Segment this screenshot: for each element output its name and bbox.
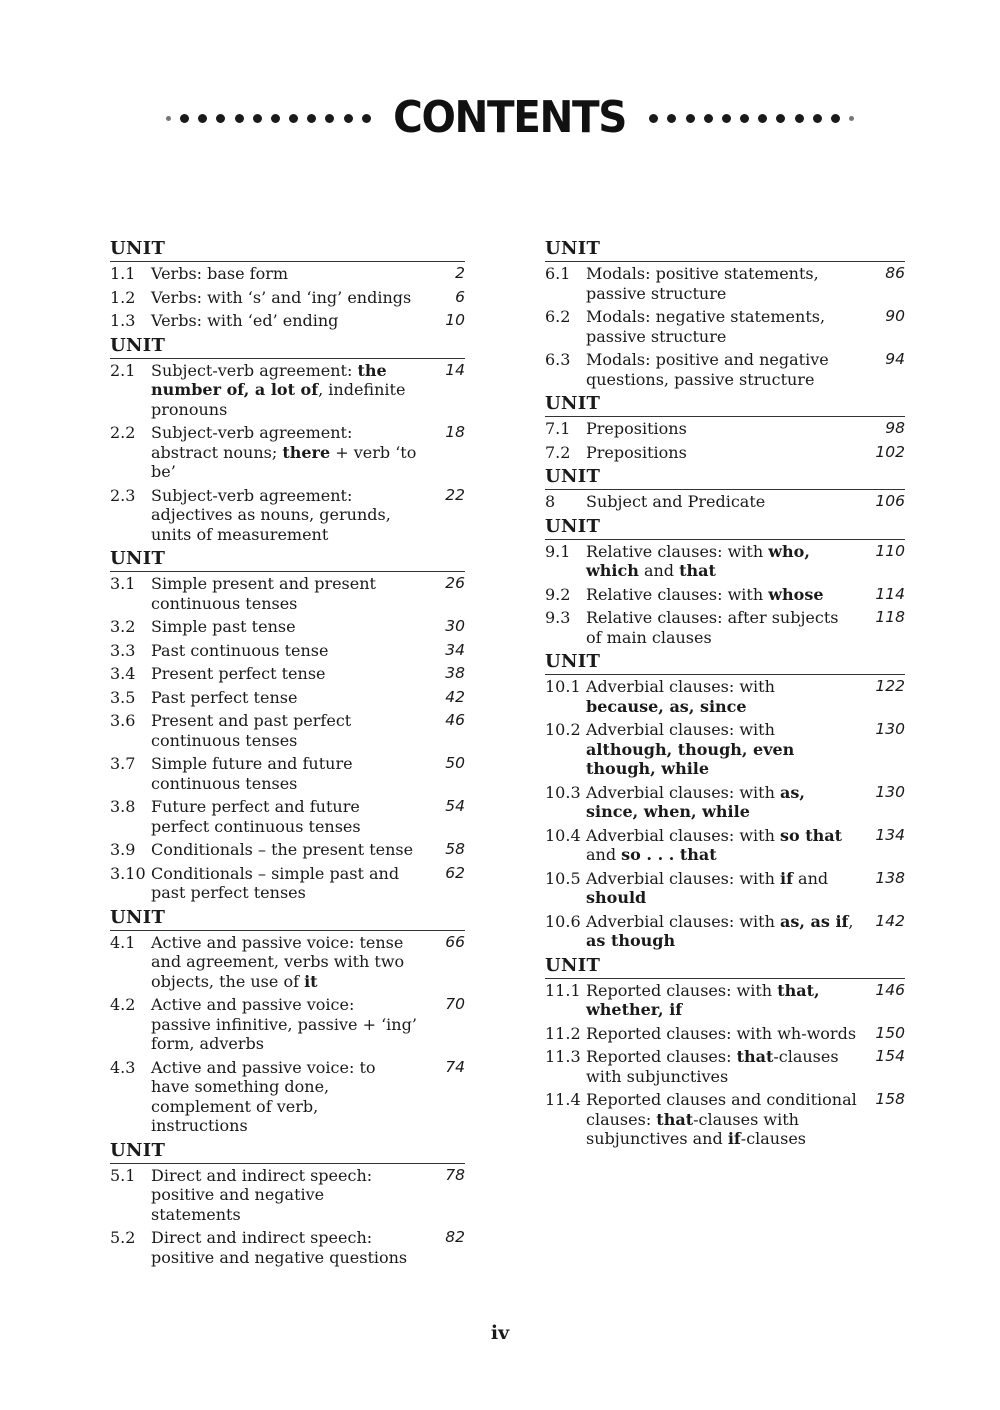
page-number-ref: 150: [875, 1023, 905, 1042]
page-number-ref: 2: [455, 264, 465, 282]
title-text: Adverbial clauses: with: [586, 825, 780, 845]
page-number-ref: 110: [875, 541, 905, 560]
toc-entry: [110, 361, 465, 420]
title-text: and: [638, 561, 680, 580]
dot-icon: [649, 114, 658, 123]
toc-entry: [110, 864, 465, 903]
section-number: 10.4: [545, 825, 581, 845]
section-title: [151, 840, 417, 860]
section-number: 3.2: [110, 617, 136, 636]
dot-icon: [758, 114, 767, 123]
toc-entry: [545, 307, 905, 346]
title-text: Future perfect and future perfect continuous tenses: [151, 797, 361, 836]
section-title: [151, 288, 417, 308]
unit-block: [110, 238, 465, 331]
toc-entry: [545, 677, 905, 716]
section-number: 7.2: [545, 442, 571, 462]
section-title: [151, 361, 417, 420]
unit-heading: UNIT: [545, 238, 905, 262]
section-title: [586, 419, 857, 439]
title-text: Adverbial clauses: with: [586, 911, 780, 931]
dot-icon: [704, 114, 713, 123]
title-text: Modals: positive and negative questions, passive structure: [586, 350, 829, 389]
toc-entry: [110, 754, 465, 793]
contents-column-right: [545, 238, 905, 1153]
dot-icon: [289, 114, 298, 123]
section-number: 4.1: [110, 932, 136, 952]
toc-entry: [110, 664, 465, 684]
bold-term: if: [779, 868, 793, 888]
unit-block: [545, 516, 905, 648]
section-number: 11.4: [545, 1090, 581, 1109]
page-number-ref: 42: [445, 687, 465, 706]
title-text: Prepositions: [586, 419, 687, 438]
section-number: 9.2: [545, 584, 571, 604]
unit-block: [545, 955, 905, 1149]
page-number-ref: 90: [885, 307, 905, 325]
title-text: Reported clauses:: [586, 1047, 737, 1066]
page-number-ref: 34: [445, 640, 465, 659]
title-text: Adverbial clauses: with: [586, 868, 780, 888]
page-number-ref: 26: [445, 574, 465, 592]
title-text: Present and past perfect continuous tenses: [151, 711, 352, 750]
title-text: Simple future and future continuous tenses: [151, 754, 353, 793]
section-number: 10.6: [545, 911, 581, 931]
page-number-ref: 118: [875, 608, 905, 626]
page-number-ref: 22: [445, 485, 465, 504]
unit-block: [110, 907, 465, 1136]
title-text: Active and passive voice: to have something done, complement of verb, instructions: [151, 1057, 376, 1135]
toc-entry: [110, 688, 465, 708]
bold-term: should: [586, 888, 647, 907]
page-number-ref: 10: [445, 311, 465, 329]
page-number-ref: 50: [445, 754, 465, 772]
toc-entry: [545, 1047, 905, 1086]
section-title: [586, 264, 857, 303]
dot-icon: [198, 114, 207, 123]
title-text: Reported clauses: with: [586, 980, 778, 1000]
section-title: [586, 443, 857, 463]
section-number: 1.2: [110, 287, 136, 307]
section-title: [151, 311, 417, 331]
section-title: [151, 264, 417, 284]
title-text: + verb ‘to be’: [151, 442, 417, 481]
unit-heading: UNIT: [545, 516, 905, 540]
title-text: Verbs: with ‘ed’ ending: [151, 311, 339, 330]
page-number-ref: 62: [445, 863, 465, 882]
toc-entry: [110, 288, 465, 308]
bold-term: although, though, even though, while: [586, 739, 795, 778]
toc-entry: [110, 711, 465, 750]
toc-entry: [545, 264, 905, 303]
unit-block: [110, 548, 465, 903]
unit-block: [110, 335, 465, 545]
bold-term: there: [282, 442, 331, 462]
page-number-ref: 82: [445, 1228, 465, 1246]
page-number-ref: 78: [445, 1165, 465, 1184]
toc-entry: [110, 1058, 465, 1136]
toc-entry: [545, 981, 905, 1020]
title-text: Prepositions: [586, 442, 687, 462]
dot-icon: [235, 114, 244, 123]
bold-term: who, which: [586, 541, 810, 580]
section-title: [586, 981, 857, 1020]
dot-icon: [216, 114, 225, 123]
bold-term: if: [727, 1129, 741, 1148]
dot-icon: [271, 114, 280, 123]
section-title: [151, 688, 417, 708]
title-text: Reported clauses and conditional clauses:: [586, 1090, 857, 1129]
section-number: 5.2: [110, 1228, 136, 1247]
dot-icon: [325, 114, 334, 123]
section-number: 6.2: [545, 307, 571, 326]
title-text: and: [586, 845, 622, 864]
bold-term: as, as if: [779, 911, 849, 931]
page-number-ref: 114: [875, 584, 905, 603]
bold-term: that, whether, if: [586, 980, 820, 1019]
dot-icon: [831, 114, 840, 123]
section-number: 3.8: [110, 797, 136, 816]
section-title: [151, 933, 417, 992]
toc-entry: [110, 797, 465, 836]
unit-heading: UNIT: [110, 548, 465, 572]
toc-entry: [545, 492, 905, 512]
unit-block: [545, 466, 905, 512]
dot-icon: [776, 114, 785, 123]
bold-term: that: [656, 1109, 694, 1129]
title-text: -clauses with subjunctives: [586, 1047, 839, 1086]
toc-entry: [545, 1090, 905, 1149]
page-number-ref: 122: [875, 677, 905, 695]
title-text: Relative clauses: after subjects of main clauses: [586, 608, 839, 647]
section-title: [151, 1166, 417, 1225]
page-number-ref: 38: [445, 664, 465, 682]
section-title: [586, 1090, 857, 1149]
title-text: Verbs: with ‘s’ and ‘ing’ endings: [151, 287, 412, 307]
bold-term: it: [304, 971, 318, 991]
section-number: 3.3: [110, 640, 136, 660]
section-number: 3.4: [110, 664, 136, 683]
section-title: [151, 711, 417, 750]
section-title: [151, 617, 417, 637]
unit-heading: UNIT: [545, 651, 905, 675]
page-number-ref: 146: [875, 980, 905, 999]
section-title: [151, 1228, 417, 1267]
section-title: [151, 797, 417, 836]
toc-entry: [110, 486, 465, 545]
title-text: ,: [848, 911, 854, 931]
title-text: Subject-verb agreement: adjectives as nouns, gerunds, units of measurement: [151, 485, 391, 544]
unit-heading: UNIT: [110, 907, 465, 931]
bold-term: the number of, a lot of: [151, 360, 387, 399]
page-number-ref: 14: [445, 360, 465, 379]
dot-icon: [362, 114, 371, 123]
section-number: 2.1: [110, 360, 136, 380]
page-number-ref: 58: [445, 840, 465, 858]
title-text: Direct and indirect speech: positive and negative questions: [151, 1228, 408, 1267]
bold-term: because, as, since: [586, 696, 747, 716]
section-title: [586, 350, 857, 389]
toc-entry: [110, 617, 465, 637]
section-number: 7.1: [545, 419, 571, 438]
toc-entry: [545, 419, 905, 439]
page-number-ref: 102: [875, 442, 905, 461]
dot-icon: [344, 114, 353, 123]
bold-term: that: [736, 1047, 774, 1066]
page-number-ref: 154: [875, 1047, 905, 1065]
section-title: [586, 869, 857, 908]
section-title: [151, 864, 417, 903]
page-number-ref: 30: [445, 617, 465, 635]
decorative-dots-left: [161, 114, 375, 123]
dot-icon: [722, 114, 731, 123]
section-number: 3.10: [110, 863, 146, 883]
section-title: [586, 492, 857, 512]
toc-entry: [545, 608, 905, 647]
title-text: Verbs: base form: [151, 264, 289, 283]
title-text: , indefinite pronouns: [151, 380, 406, 419]
unit-heading: UNIT: [110, 335, 465, 359]
toc-entry: [545, 720, 905, 779]
contents-header: [95, 88, 925, 148]
toc-entry: [110, 264, 465, 284]
title-text: Simple present and present continuous tenses: [151, 574, 376, 613]
page-number: iv: [490, 1322, 510, 1344]
bold-term: so . . . that: [621, 845, 717, 864]
section-number: 10.1: [545, 677, 581, 696]
bold-term: whose: [768, 584, 824, 604]
unit-block: [545, 238, 905, 389]
title-text: Modals: negative statements, passive structure: [586, 307, 826, 346]
section-title: [151, 423, 417, 482]
dot-icon: [740, 114, 749, 123]
section-title: [151, 664, 417, 684]
page-number-ref: 54: [445, 797, 465, 815]
section-number: 6.3: [545, 350, 571, 369]
page-number-ref: 130: [875, 782, 905, 801]
dot-icon: [166, 116, 171, 121]
toc-entry: [545, 826, 905, 865]
section-title: [586, 677, 857, 716]
toc-entry: [110, 1166, 465, 1225]
page-title: CONTENTS: [393, 92, 627, 143]
title-text: Subject-verb agreement:: [151, 360, 358, 380]
title-text: Present perfect tense: [151, 664, 326, 683]
decorative-dots-right: [645, 114, 859, 123]
page-number-ref: 138: [875, 868, 905, 887]
section-number: 6.1: [545, 264, 571, 283]
title-text: and: [792, 868, 829, 888]
toc-entry: [545, 542, 905, 581]
page-number-ref: 18: [445, 423, 465, 441]
page-number-ref: 66: [445, 932, 465, 951]
section-number: 5.1: [110, 1165, 136, 1185]
title-text: Adverbial clauses: with: [586, 782, 780, 802]
page-number-ref: 130: [875, 720, 905, 738]
section-number: 9.1: [545, 541, 571, 561]
page-number-ref: 74: [445, 1057, 465, 1076]
title-text: Subject and Predicate: [586, 492, 766, 511]
toc-entry: [110, 933, 465, 992]
bold-term: that: [679, 561, 716, 580]
toc-entry: [110, 423, 465, 482]
section-title: [586, 912, 857, 951]
toc-entry: [110, 1228, 465, 1267]
contents-column-left: [110, 238, 465, 1271]
title-text: Adverbial clauses: with: [586, 720, 775, 739]
section-number: 10.3: [545, 782, 581, 802]
dot-icon: [307, 114, 316, 123]
title-text: -clauses: [740, 1129, 806, 1148]
toc-entry: [545, 783, 905, 822]
page-number-ref: 142: [875, 911, 905, 930]
dot-icon: [253, 114, 262, 123]
page-number-ref: 94: [885, 350, 905, 368]
dot-icon: [849, 116, 854, 121]
section-title: [151, 574, 417, 613]
section-title: [586, 1047, 857, 1086]
page-number-ref: 86: [885, 264, 905, 282]
section-number: 1.1: [110, 264, 136, 283]
page-number-ref: 46: [445, 711, 465, 729]
page-number-ref: 134: [875, 825, 905, 844]
title-text: Direct and indirect speech: positive and negative statements: [151, 1165, 373, 1224]
title-text: Reported clauses: with wh-words: [586, 1023, 857, 1043]
dot-icon: [180, 114, 189, 123]
unit-block: [545, 651, 905, 951]
section-number: 3.9: [110, 840, 136, 859]
toc-entry: [545, 869, 905, 908]
page-number-ref: 106: [875, 492, 905, 510]
title-text: -clauses with subjunctives and: [586, 1109, 799, 1148]
unit-block: [110, 1140, 465, 1268]
section-title: [151, 754, 417, 793]
toc-entry: [110, 840, 465, 860]
toc-entry: [545, 585, 905, 605]
unit-block: [545, 393, 905, 462]
dot-icon: [795, 114, 804, 123]
title-text: Conditionals – simple past and past perfect tenses: [151, 863, 400, 902]
section-title: [151, 486, 417, 545]
title-text: Adverbial clauses: with: [586, 677, 775, 696]
section-title: [586, 720, 857, 779]
title-text: Conditionals – the present tense: [151, 840, 414, 859]
section-title: [586, 826, 857, 865]
title-text: Modals: positive statements, passive structure: [586, 264, 819, 303]
section-title: [586, 608, 857, 647]
section-number: 11.3: [545, 1047, 581, 1066]
section-number: 10.2: [545, 720, 581, 739]
section-number: 4.2: [110, 995, 136, 1014]
toc-entry: [110, 995, 465, 1054]
section-number: 3.1: [110, 574, 136, 593]
section-number: 11.1: [545, 980, 581, 1000]
section-number: 8: [545, 492, 556, 511]
title-text: Simple past tense: [151, 617, 296, 636]
section-number: 3.6: [110, 711, 136, 730]
title-text: Active and passive voice: passive infinitive, passive + ‘ing’ form, adverbs: [151, 995, 417, 1053]
toc-entry: [110, 311, 465, 331]
section-number: 2.2: [110, 423, 136, 442]
toc-entry: [110, 641, 465, 661]
unit-heading: UNIT: [545, 955, 905, 979]
unit-heading: UNIT: [110, 238, 465, 262]
section-title: [151, 1058, 417, 1136]
section-title: [151, 641, 417, 661]
title-text: Subject-verb agreement: abstract nouns;: [151, 423, 353, 462]
title-text: Relative clauses: with: [586, 541, 769, 561]
title-text: Relative clauses: with: [586, 584, 769, 604]
section-number: 10.5: [545, 868, 581, 888]
section-number: 1.3: [110, 311, 136, 330]
unit-heading: UNIT: [545, 466, 905, 490]
section-number: 4.3: [110, 1057, 136, 1077]
toc-entry: [545, 443, 905, 463]
section-number: 2.3: [110, 485, 136, 505]
section-title: [586, 585, 857, 605]
section-number: 9.3: [545, 608, 571, 627]
section-title: [151, 995, 417, 1054]
title-text: Active and passive voice: tense and agreement, verbs with two objects, the use of: [151, 932, 405, 991]
bold-term: as though: [586, 931, 676, 950]
bold-term: as, since, when, while: [586, 782, 805, 821]
title-text: Past perfect tense: [151, 687, 298, 707]
unit-heading: UNIT: [545, 393, 905, 417]
section-title: [586, 307, 857, 346]
toc-entry: [110, 574, 465, 613]
title-text: Past continuous tense: [151, 640, 329, 660]
bold-term: so that: [779, 825, 843, 845]
dot-icon: [686, 114, 695, 123]
section-number: 3.7: [110, 754, 136, 773]
section-number: 11.2: [545, 1023, 581, 1043]
section-number: 3.5: [110, 687, 136, 707]
unit-heading: UNIT: [110, 1140, 465, 1164]
page-number-ref: 158: [875, 1090, 905, 1108]
page-number-ref: 98: [885, 419, 905, 437]
section-title: [586, 783, 857, 822]
page-number-ref: 70: [445, 995, 465, 1013]
toc-entry: [545, 912, 905, 951]
section-title: [586, 542, 857, 581]
toc-entry: [545, 350, 905, 389]
page-number-ref: 6: [455, 287, 465, 306]
dot-icon: [667, 114, 676, 123]
dot-icon: [813, 114, 822, 123]
toc-entry: [545, 1024, 905, 1044]
section-title: [586, 1024, 857, 1044]
